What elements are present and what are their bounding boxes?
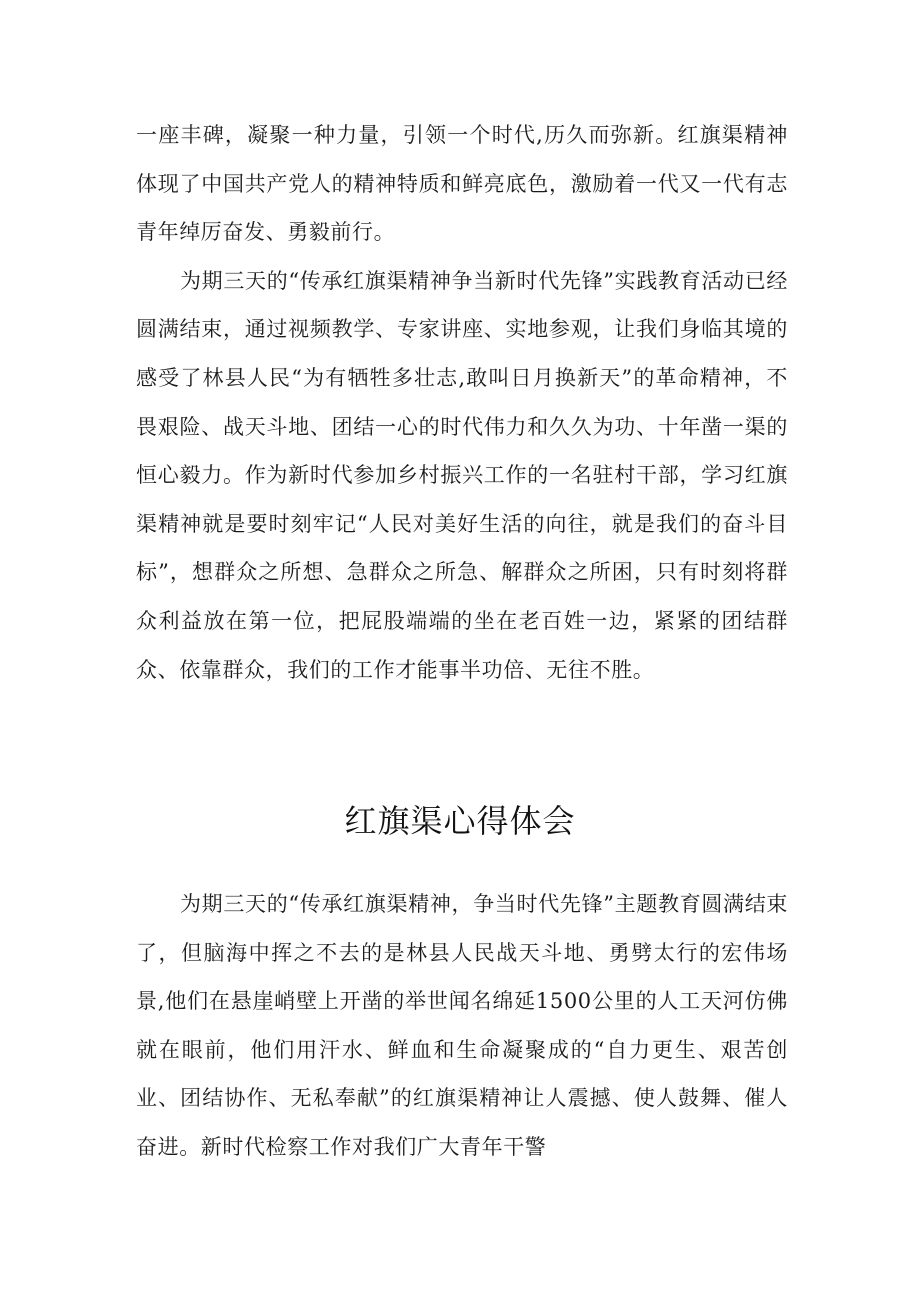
paragraph-continued: 一座丰碑，凝聚一种力量，引领一个时代,历久而弥新。红旗渠精神体现了中国共产党人的精神特质和鲜亮底色，激励着一代又一代有志青年绰厉奋发、勇毅前行。 xyxy=(136,123,788,245)
section-2-body xyxy=(136,880,788,1172)
section-1-body xyxy=(136,111,788,694)
section-title: 红旗渠心得体会 xyxy=(344,802,576,840)
paragraph-theme-education: 为期三天的“传承红旗渠精神，争当时代先锋”主题教育圆满结束了，但脑海中挥之不去的是林县人民战天斗地、勇劈太行的宏伟场景,他们在悬崖峭壁上开凿的举世闻名绵延1500公里的人工天河仿佛就在眼前，他们用汗水、鲜血和生命凝聚成的“自力更生、艰苦创业、团结协作、无私奉献”的红旗渠精神让人震撼、使人鼓舞、催人奋进。新时代检察工作对我们广大青年干警 xyxy=(136,892,788,1159)
paragraph-practice-activity: 为期三天的“传承红旗渠精神争当新时代先锋”实践教育活动已经圆满结束，通过视频教学、专家讲座、实地参观，让我们身临其境的感受了林县人民“为有牺牲多壮志,敢叫日月换新天”的革命精神，不畏艰险、战天斗地、团结一心的时代伟力和久久为功、十年凿一渠的恒心毅力。作为新时代参加乡村振兴工作的一名驻村干部，学习红旗渠精神就是要时刻牢记“人民对美好生活的向往，就是我们的奋斗目标”，想群众之所想、急群众之所急、解群众之所困，只有时刻将群众利益放在第一位，把屁股端端的坐在老百姓一边，紧紧的团结群众、依靠群众，我们的工作才能事半功倍、无往不胜。 xyxy=(136,268,788,682)
